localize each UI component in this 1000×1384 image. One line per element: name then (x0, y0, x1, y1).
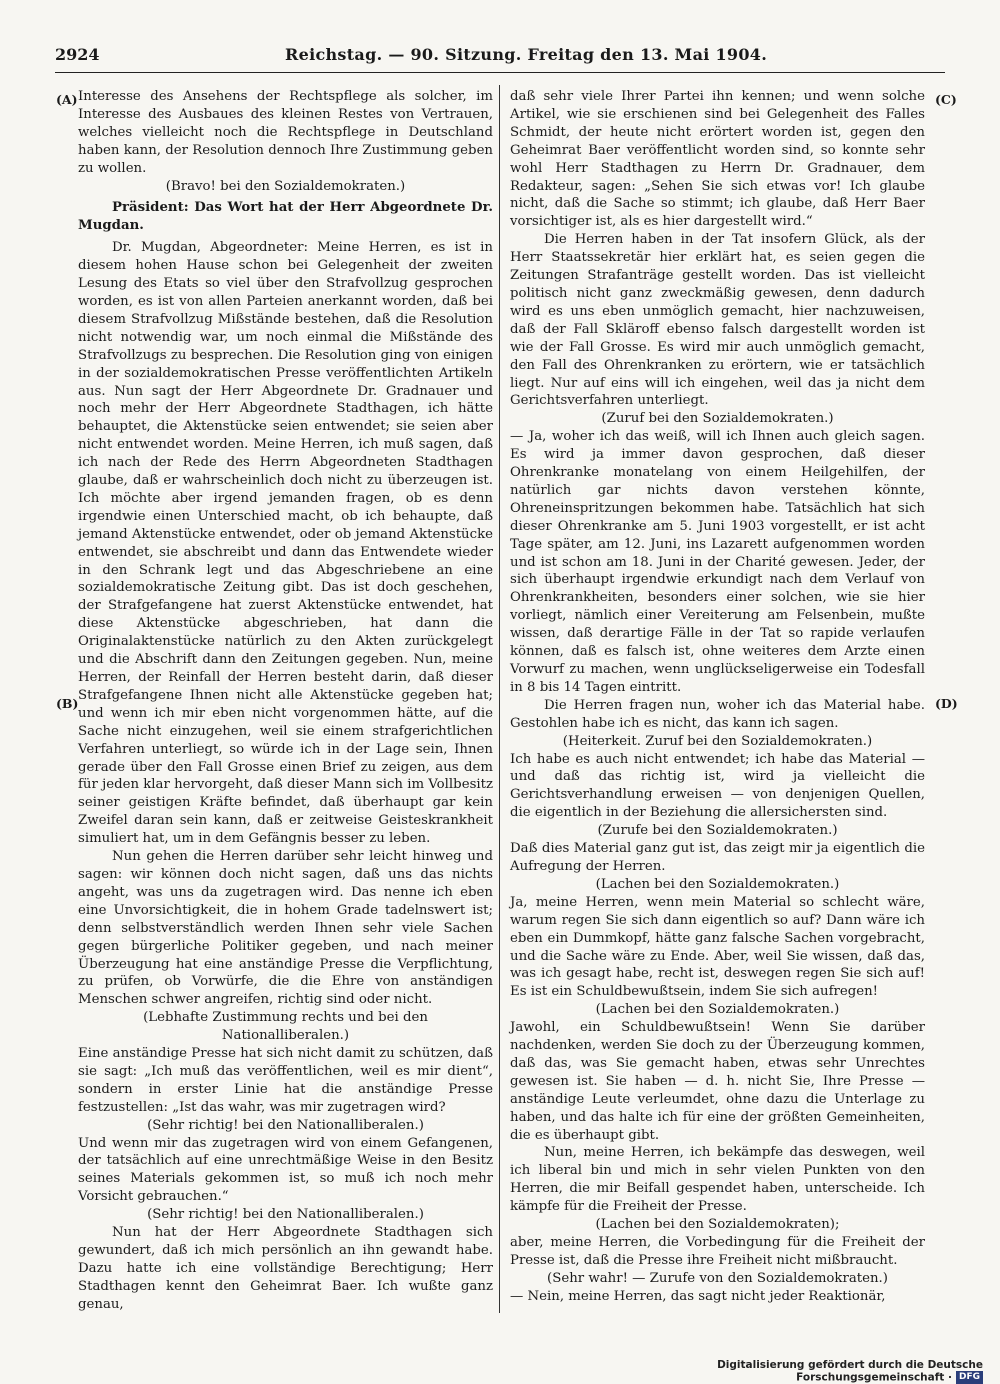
paragraph: Eine anständige Presse hat sich nicht damit zu schützen, daß sie sagt: „Ich muß das veröffentlichen, weil es mir dient“, sondern in erster Linie hat die anständige Presse festzustellen: „Ist das wahr, was mir zugetragen wird? (78, 1046, 493, 1115)
interjection: (Zuruf bei den Sozialdemokraten.) (601, 411, 834, 427)
interjection: (Lachen bei den Sozialdemokraten.) (595, 1002, 840, 1018)
paragraph: Nun gehen die Herren darüber sehr leicht hinweg und sagen: wir können doch nicht sagen, daß uns das nichts angeht, was uns da zugetragen wird. Das nenne ich eben eine Unvorsichtigkeit, die in hohem Grade tadelnswert ist; denn selbstverständlich werden Ihnen sehr viele Sachen gegen bürgerliche Politiker gegeben, und nach meiner Überzeugung hat eine anständige Presse die Verpflichtung, zu prüfen, ob Vorwürfe, die die Ehre von anständigen Menschen schwer angreifen, richtig sind oder nicht. (78, 849, 493, 1008)
interjection: (Zurufe bei den Sozialdemokraten.) (597, 823, 838, 839)
paragraph: Jawohl, ein Schuldbewußtsein! Wenn Sie darüber nachdenken, werden Sie doch zu der Überzeugung kommen, daß das, was Sie gemacht haben, etwas sehr Unrechtes gewesen ist. Sie haben — d. h. nicht Sie, Ihre Presse — anständige Leute verleumdet, ohne dazu die Unterlage zu haben, und das halte ich für eine der größten Gemeinheiten, die es überhaupt gibt. (510, 1020, 925, 1143)
margin-mark-d: (D) (935, 696, 958, 711)
paragraph: Und wenn mir das zugetragen wird von einem Gefangenen, der tatsächlich auf eine unrechtmäßige Weise in den Besitz seines Materials gekommen ist, so muß ich noch mehr Vorsicht gebrauchen.“ (78, 1135, 493, 1205)
interjection: (Lebhafte Zustimmung rechts und bei den Nationalliberalen.) (143, 1010, 428, 1044)
paragraph: Ich habe es auch nicht entwendet; ich habe das Material — und daß das richtig ist, wird ja vielleicht die Gerichtsverhandlung erweisen — von denjenigen Quellen, die eigentlich in der Beziehung die allersichersten sind. (510, 751, 925, 821)
interjection: (Sehr richtig! bei den Nationalliberalen.) (147, 1117, 424, 1133)
paragraph-president: Präsident: Das Wort hat der Herr Abgeordnete Dr. Mugdan. (78, 200, 493, 234)
paragraph: — Nein, meine Herren, das sagt nicht jeder Reaktionär, (510, 1288, 886, 1304)
paragraph-speech: Dr. Mugdan, Abgeordneter: Meine Herren, es ist in diesem hohen Hause schon bei Gelegenheit der zweiten Lesung des Etats so viel über den Strafvollzug gesprochen worden, es ist von allen Parteien anerkannt worden, daß bei diesem Strafvollzug Mißstände bestehen, daß die Resolution nicht notwendig war, um noch einmal die Mißstände des Strafvollzugs zu besprechen. Die Resolution ging von einigen in der sozialdemokratischen Presse veröffentlichten Artikeln aus. Nun sagt der Herr Abgeordnete Dr. Gradnauer und noch mehr der Herr Abgeordnete Stadthagen, ich hätte behauptet, die Aktenstücke seien entwendet; sie seien aber nicht entwendet worden. Meine Herren, ich muß sagen, daß ich nach der Rede des Herrn Abgeordneten Stadthagen glaube, daß er wahrscheinlich doch nicht zu überzeugen ist. Ich möchte aber irgend jemanden fragen, ob es denn irgendwie einen Unterschied macht, ob ich behaupte, daß jemand Aktenstücke entwendet, oder ob jemand Aktenstücke entwendet, sie abschreibt und dann das Entwendete wieder in den Schrank legt und das Abgeschriebene an eine sozialdemokratische Zeitung gibt. Das ist doch geschehen, der Strafgefangene hat zuerst Aktenstücke entwendet, hat diese Aktenstücke abgeschrieben, hat dann die Originalaktenstücke natürlich zu den Akten zurückgelegt und die Abschrift dann den Zeitungen gegeben. Nun, meine Herren, der Reinfall der Herren besteht darin, daß dieser Strafgefangene Ihnen nicht alle Aktenstücke gegeben hat; und wenn ich mir eben nicht vorgenommen hätte, auf die Sache nicht einzugehen, weil sie einem strafgerichtlichen Verfahren unterliegt, so würde ich in der Lage sein, Ihnen gerade über den Fall Grosse einen Brief zu zeigen, aus dem für jeden klar hervorgeht, daß dieser Mann sich im Vollbesitz seiner geistigen Kräfte befindet, daß überhaupt gar kein Zweifel daran sein kann, daß er zeitweise Geisteskrankheit simuliert hat, um in dem Gefängnis besser zu leben. (78, 240, 493, 847)
paragraph: daß sehr viele Ihrer Partei ihn kennen; und wenn solche Artikel, wie sie erschienen sind bei Gelegenheit des Falles Schmidt, der heute nicht erörtert worden ist, gegen den Geheimrat Baer veröffentlicht worden sind, so konnte sehr wohl Herr Stadthagen zu Herrn Dr. Gradnauer, dem Redakteur, sagen: „Sehen Sie sich etwas vor! Ich glaube nicht, daß die Sache so stimmt; ich glaube, daß Herr Baer vorsichtiger ist, als es hier dargestellt wird.“ (510, 89, 925, 230)
dfg-logo: DFG (956, 1371, 983, 1384)
paragraph: Interesse des Ansehens der Rechtspflege als solcher, im Interesse des Ausbaues des kleinen Restes von Vertrauen, welches vielleicht noch die Rechtspflege in Deutschland haben kann, der Resolution dennoch Ihre Zustimmung geben zu wollen. (78, 89, 493, 176)
digitization-credit: Digitalisierung gefördert durch die Deutsche Forschungsgemeinschaft · DFG (717, 1359, 983, 1384)
footer-text: Digitalisierung gefördert durch die Deutsche Forschungsgemeinschaft (717, 1359, 983, 1384)
paragraph: Ja, meine Herren, wenn mein Material so schlecht wäre, warum regen Sie sich dann eigentlich so auf? Dann wäre ich eben ein Dummkopf, hätte ganz falsche Sachen vorgebracht, und die Sache wäre zu Ende. Aber, weil Sie wissen, daß das, was ich gesagt habe, recht ist, deswegen regen Sie sich auf! Es ist ein Schuldbewußtsein, indem Sie sich aufregen! (510, 894, 925, 1000)
margin-mark-c: (C) (935, 92, 957, 107)
column-divider (499, 85, 500, 1313)
paragraph: Die Herren fragen nun, woher ich das Material habe. Gestohlen habe ich es nicht, das kann ich sagen. (510, 697, 925, 731)
right-column (510, 88, 925, 1306)
interjection: (Bravo! bei den Sozialdemokraten.) (165, 178, 406, 194)
paragraph: Nun, meine Herren, ich bekämpfe das deswegen, weil ich liberal bin und mich in sehr vielen Punkten von den Herren, die mir Beifall gespendet haben, unterscheide. Ich kämpfe für die Freiheit der Presse. (510, 1145, 925, 1215)
paragraph: Nun hat der Herr Abgeordnete Stadthagen sich gewundert, daß ich mich persönlich an ihn gewandt habe. Dazu hatte ich eine vollständige Berechtigung; Herr Stadthagen kennt den Geheimrat Baer. Ich wußte ganz genau, (78, 1225, 493, 1312)
paragraph: Daß dies Material ganz gut ist, das zeigt mir ja eigentlich die Aufregung der Herren. (510, 841, 925, 874)
interjection: (Sehr wahr! — Zurufe von den Sozialdemokraten.) (547, 1270, 888, 1286)
page-number: 2924 (55, 45, 100, 64)
left-column (78, 88, 493, 1314)
interjection: (Heiterkeit. Zuruf bei den Sozialdemokraten.) (562, 733, 873, 749)
header-rule (55, 72, 945, 73)
interjection: (Lachen bei den Sozialdemokraten.) (595, 876, 840, 892)
interjection: (Lachen bei den Sozialdemokraten); (595, 1217, 840, 1233)
running-title: Reichstag. — 90. Sitzung. Freitag den 13. Mai 1904. (285, 45, 768, 64)
page-header (55, 45, 945, 71)
margin-mark-b: (B) (56, 696, 79, 711)
interjection: (Sehr richtig! bei den Nationalliberalen.) (147, 1207, 424, 1223)
paragraph: — Ja, woher ich das weiß, will ich Ihnen auch gleich sagen. Es wird ja immer davon gesprochen, daß dieser Ohrenkranke monatelang von einem Heilgehilfen, der natürlich gar nichts davon verstehen könnte, Ohreneinspritzungen bekommen habe. Tatsächlich hat sich dieser Ohrenkranke am 5. Juni 1903 vorgestellt, er ist acht Tage später, am 12. Juni, ins Lazarett aufgenommen worden und ist schon am 18. Juni in der Charité gewesen. Jeder, der sich überhaupt irgendwie erkundigt nach dem Verlauf von Ohrenkrankheiten, besonders einer solchen, wie sie hier vorliegt, nämlich einer Vereiterung am Felsenbein, mußte wissen, daß derartige Fälle in der Tat so rapide verlaufen können, daß es falsch ist, ohne weiteres dem Arzte einen Vorwurf zu machen, wenn unglückseligerweise ein Todesfall in 8 bis 14 Tagen eintritt. (510, 429, 925, 695)
paragraph: Die Herren haben in der Tat insofern Glück, als der Herr Staatssekretär hier erklärt hat, es seien gegen die Zeitungen Strafanträge gestellt worden. Das ist vielleicht politisch nicht ganz zweckmäßig gewesen, denn dadurch wird es uns eben unmöglich gemacht, hier nachzuweisen, daß der Fall Skläroff ebenso falsch dargestellt worden ist wie der Fall Grosse. Es wird mir auch unmöglich gemacht, den Fall des Ohrenkranken zu erörtern, wie er tatsächlich liegt. Nur auf eins will ich eingehen, weil das ja nicht dem Gerichtsverfahren unterliegt. (510, 232, 925, 409)
paragraph: aber, meine Herren, die Vorbedingung für die Freiheit der Presse ist, daß die Presse ihre Freiheit nicht mißbraucht. (510, 1235, 925, 1268)
margin-mark-a: (A) (56, 92, 78, 107)
